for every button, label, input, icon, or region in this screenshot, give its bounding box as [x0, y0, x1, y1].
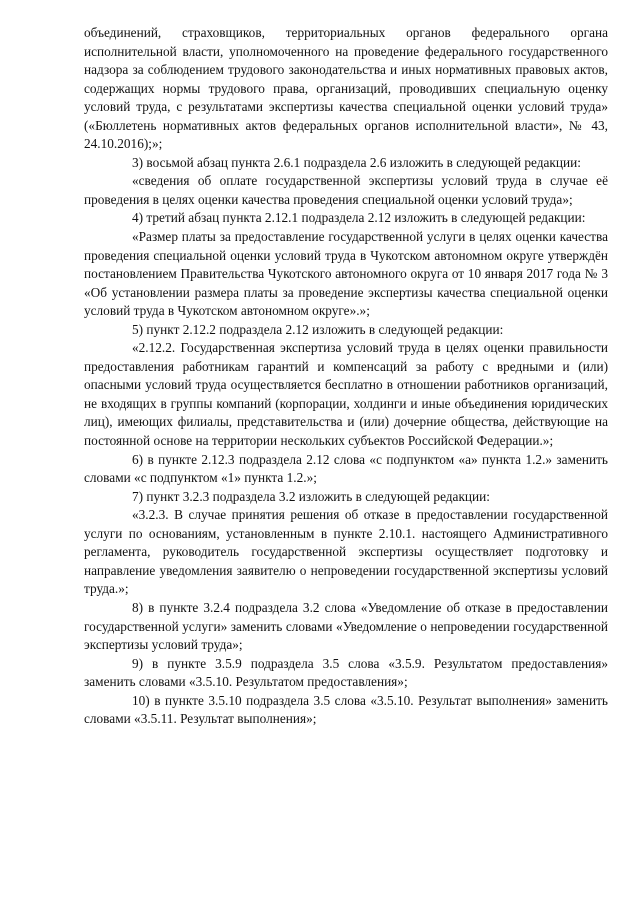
paragraph-quote-3: «сведения об оплате государственной экспертизы условий труда в случае её проведения в целях оценки качества проведения специальной оценки условий труда»;	[84, 173, 608, 207]
paragraph-item-8: 8) в пункте 3.2.4 подраздела 3.2 слова «Уведомление об отказе в предоставлении государственной услуги» заменить словами «Уведомление о непроведении государственной экспертизы условий труда»;	[84, 599, 608, 653]
paragraph-item-4: 4) третий абзац пункта 2.12.1 подраздела 2.12 изложить в следующей редакции:	[132, 210, 586, 226]
paragraph-item-6: 6) в пункте 2.12.3 подраздела 2.12 слова «с подпунктом «а» пункта 1.2.» заменить словами «с подпунктом «1» пункта 1.2.»;	[84, 451, 608, 486]
paragraph-quote-4: «Размер платы за предоставление государственной услуги в целях оценки качества проведения специальной оценки условий труда в Чукотском автономном округе утверждён постановлением Правительства Чукотского автономного округа от 10 января 2017 года № 3 «Об установлении размера платы за проведение экспертизы качества специальной оценки условий труда в Чукотском автономном округе».»;	[84, 229, 608, 319]
paragraph-quote-5: «2.12.2. Государственная экспертиза условий труда в целях оценки правильности предоставления работникам гарантий и компенсаций за работу с вредными и (или) опасными условий труда осуществляется бесплатно в отношении работников организаций, не входящих в группы компаний (корпорации, холдинги и иные объединения юридических лиц), имеющих филиалы, представительства и (или) дочерние общества, действующие на постоянной основе на территории нескольких субъектов Российской Федерации.»;	[84, 340, 608, 449]
paragraph-quote-7: «3.2.3. В случае принятия решения об отказе в предоставлении государственной услуги по основаниям, установленным в пункте 2.10.1. настоящего Административного регламента, руководитель государственной экспертизы осуществляет подготовку и направление уведомления заявителю о непроведении государственной экспертизы условий труда.»;	[84, 507, 608, 597]
paragraph-item-10: 10) в пункте 3.5.10 подраздела 3.5 слова «3.5.10. Результат выполнения» заменить словами «3.5.11. Результат выполнения»;	[84, 692, 608, 727]
paragraph-item-9: 9) в пункте 3.5.9 подраздела 3.5 слова «3.5.9. Результатом предоставления» заменить словами «3.5.10. Результатом предоставления»;	[84, 655, 608, 690]
paragraph-item-5: 5) пункт 2.12.2 подраздела 2.12 изложить в следующей редакции:	[132, 321, 504, 337]
document-page	[84, 24, 608, 729]
paragraph-item-3: 3) восьмой абзац пункта 2.6.1 подраздела 2.6 изложить в следующей редакции:	[132, 154, 581, 170]
paragraph-continuation: объединений, страховщиков, территориальных органов федерального органа исполнительной власти, уполномоченного на проведение федерального государственного надзора за соблюдением трудового законодательства и иных нормативных правовых актов, содержащих нормы трудового права, организаций, проводивших специальную оценку условий труда, с результатами экспертизы качества специальной оценки условий труда» («Бюллетень нормативных актов федеральных органов исполнительной власти», № 43, 24.10.2016);»;	[84, 25, 608, 152]
paragraph-item-7: 7) пункт 3.2.3 подраздела 3.2 изложить в следующей редакции:	[132, 488, 490, 504]
